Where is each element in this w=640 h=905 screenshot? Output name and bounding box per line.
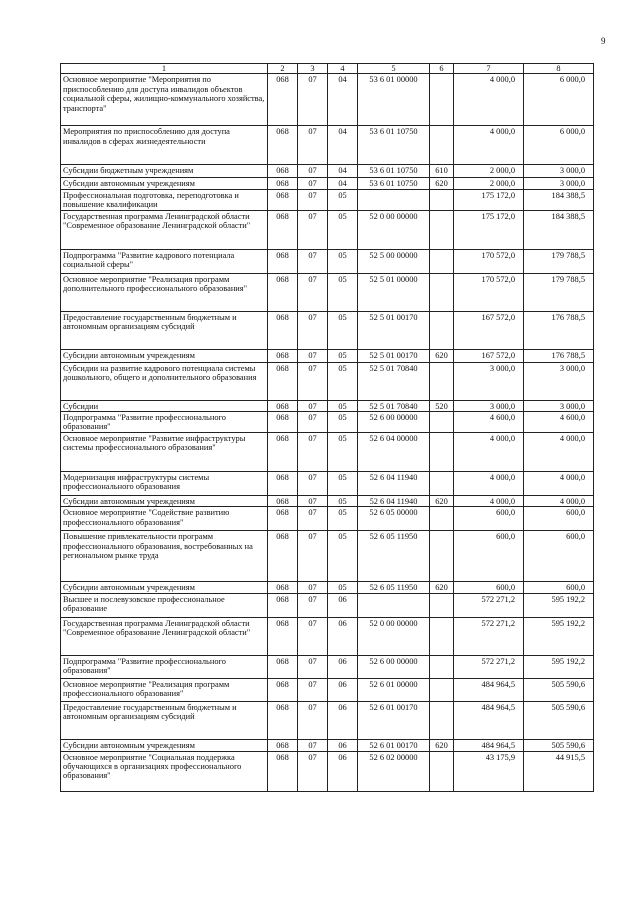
row-cell-c6 <box>430 507 454 531</box>
row-cell-c5: 52 6 05 00000 <box>358 507 430 531</box>
row-name-cell: Предоставление государственным бюджетным и автономным организациям субсидий <box>61 311 268 349</box>
row-cell-c8: 595 192,2 <box>524 617 594 655</box>
page-number: 9 <box>601 36 606 46</box>
row-cell-c4: 04 <box>328 126 358 165</box>
row-cell-c6: 620 <box>430 349 454 362</box>
row-cell-c2: 068 <box>268 655 298 678</box>
row-cell-c7: 4 000,0 <box>454 74 524 126</box>
budget-table <box>60 63 594 792</box>
row-cell-c5: 52 6 00 00000 <box>358 655 430 678</box>
row-cell-c5: 52 6 00 00000 <box>358 412 430 433</box>
column-header: 7 <box>454 64 524 74</box>
row-cell-c4: 05 <box>328 273 358 311</box>
row-cell-c7: 4 000,0 <box>454 126 524 165</box>
row-cell-c8: 176 788,5 <box>524 349 594 362</box>
row-cell-c7: 43 175,9 <box>454 751 524 791</box>
row-cell-c4: 04 <box>328 165 358 178</box>
table-row <box>61 617 594 655</box>
row-cell-c5: 52 6 02 00000 <box>358 751 430 791</box>
row-cell-c6 <box>430 273 454 311</box>
row-cell-c8: 3 000,0 <box>524 400 594 411</box>
table-row <box>61 582 594 593</box>
row-cell-c4: 06 <box>328 701 358 739</box>
row-cell-c6: 620 <box>430 582 454 593</box>
row-cell-c8: 179 788,5 <box>524 273 594 311</box>
row-name-cell: Высшее и послевузовское профессиональное образование <box>61 593 268 617</box>
table-row <box>61 739 594 751</box>
row-cell-c2: 068 <box>268 74 298 126</box>
row-cell-c8: 4 000,0 <box>524 432 594 471</box>
row-cell-c4: 05 <box>328 471 358 495</box>
row-name-cell: Предоставление государственным бюджетным и автономным организациям субсидий <box>61 701 268 739</box>
row-cell-c2: 068 <box>268 362 298 400</box>
row-cell-c2: 068 <box>268 349 298 362</box>
row-cell-c8: 3 000,0 <box>524 362 594 400</box>
row-cell-c8: 505 590,6 <box>524 701 594 739</box>
row-cell-c4: 04 <box>328 178 358 189</box>
row-cell-c6 <box>430 189 454 210</box>
row-cell-c2: 068 <box>268 249 298 273</box>
row-cell-c3: 07 <box>298 349 328 362</box>
row-name-cell: Мероприятия по приспособлению для доступа инвалидов в сферах жизнедеятельности <box>61 126 268 165</box>
row-name-cell: Субсидии автономным учреждениям <box>61 349 268 362</box>
row-name-cell: Государственная программа Ленинградской области "Современное образование Ленинградской области" <box>61 210 268 249</box>
column-header: 5 <box>358 64 430 74</box>
row-name-cell: Основное мероприятие "Развитие инфраструктуры системы профессионального образования" <box>61 432 268 471</box>
table-row <box>61 507 594 531</box>
table-row <box>61 178 594 189</box>
row-cell-c7: 175 172,0 <box>454 210 524 249</box>
row-cell-c8: 3 000,0 <box>524 165 594 178</box>
row-cell-c3: 07 <box>298 273 328 311</box>
row-cell-c7: 4 000,0 <box>454 471 524 495</box>
row-cell-c6: 520 <box>430 400 454 411</box>
row-cell-c5: 52 5 01 70840 <box>358 362 430 400</box>
row-cell-c3: 07 <box>298 739 328 751</box>
row-cell-c4: 05 <box>328 495 358 506</box>
row-name-cell: Субсидии автономным учреждениям <box>61 495 268 506</box>
column-header: 2 <box>268 64 298 74</box>
table-row <box>61 701 594 739</box>
row-cell-c5: 52 6 01 00170 <box>358 739 430 751</box>
row-cell-c4: 04 <box>328 74 358 126</box>
row-cell-c7: 572 271,2 <box>454 593 524 617</box>
row-cell-c7: 572 271,2 <box>454 655 524 678</box>
row-cell-c8: 4 000,0 <box>524 495 594 506</box>
row-cell-c5: 52 5 01 00000 <box>358 273 430 311</box>
row-cell-c4: 05 <box>328 531 358 582</box>
row-cell-c5: 52 6 05 11950 <box>358 582 430 593</box>
row-cell-c8: 505 590,6 <box>524 739 594 751</box>
row-cell-c8: 179 788,5 <box>524 249 594 273</box>
row-cell-c4: 05 <box>328 189 358 210</box>
row-cell-c5: 52 6 01 00170 <box>358 701 430 739</box>
row-cell-c3: 07 <box>298 751 328 791</box>
row-cell-c5: 53 6 01 10750 <box>358 178 430 189</box>
row-cell-c3: 07 <box>298 210 328 249</box>
row-cell-c6 <box>430 126 454 165</box>
row-cell-c3: 07 <box>298 249 328 273</box>
row-cell-c5: 52 6 04 00000 <box>358 432 430 471</box>
row-cell-c4: 05 <box>328 582 358 593</box>
row-cell-c4: 05 <box>328 432 358 471</box>
row-cell-c6 <box>430 655 454 678</box>
table-body <box>61 74 594 791</box>
row-cell-c3: 07 <box>298 471 328 495</box>
row-cell-c2: 068 <box>268 189 298 210</box>
row-cell-c7: 484 964,5 <box>454 678 524 701</box>
row-cell-c2: 068 <box>268 531 298 582</box>
row-cell-c4: 06 <box>328 655 358 678</box>
row-cell-c4: 05 <box>328 249 358 273</box>
row-cell-c7: 572 271,2 <box>454 617 524 655</box>
table-row <box>61 273 594 311</box>
row-cell-c5: 52 6 01 00000 <box>358 678 430 701</box>
column-header: 6 <box>430 64 454 74</box>
table-row <box>61 678 594 701</box>
column-header: 8 <box>524 64 594 74</box>
row-cell-c8: 176 788,5 <box>524 311 594 349</box>
row-cell-c6 <box>430 593 454 617</box>
row-cell-c2: 068 <box>268 739 298 751</box>
row-cell-c6 <box>430 249 454 273</box>
row-name-cell: Подпрограмма "Развитие профессионального образования" <box>61 655 268 678</box>
row-name-cell: Основное мероприятие "Содействие развитию профессионального образования" <box>61 507 268 531</box>
row-cell-c8: 600,0 <box>524 582 594 593</box>
row-cell-c3: 07 <box>298 507 328 531</box>
row-cell-c3: 07 <box>298 655 328 678</box>
row-cell-c7: 4 000,0 <box>454 495 524 506</box>
row-cell-c6 <box>430 751 454 791</box>
row-cell-c3: 07 <box>298 531 328 582</box>
row-cell-c2: 068 <box>268 178 298 189</box>
row-cell-c3: 07 <box>298 126 328 165</box>
row-cell-c6 <box>430 74 454 126</box>
row-cell-c3: 07 <box>298 412 328 433</box>
row-cell-c6: 610 <box>430 165 454 178</box>
table-row <box>61 495 594 506</box>
row-name-cell: Основное мероприятие "Реализация программ дополнительного профессионального образования" <box>61 273 268 311</box>
row-cell-c4: 05 <box>328 412 358 433</box>
row-cell-c5: 52 6 05 11950 <box>358 531 430 582</box>
row-cell-c3: 07 <box>298 178 328 189</box>
row-cell-c8: 595 192,2 <box>524 655 594 678</box>
row-cell-c3: 07 <box>298 582 328 593</box>
row-cell-c3: 07 <box>298 617 328 655</box>
row-cell-c8: 184 388,5 <box>524 210 594 249</box>
row-cell-c5: 52 5 01 00170 <box>358 311 430 349</box>
row-cell-c4: 06 <box>328 739 358 751</box>
table-row <box>61 751 594 791</box>
row-cell-c7: 2 000,0 <box>454 165 524 178</box>
row-name-cell: Профессиональная подготовка, переподготовка и повышение квалификации <box>61 189 268 210</box>
row-cell-c3: 07 <box>298 362 328 400</box>
row-cell-c5: 52 0 00 00000 <box>358 210 430 249</box>
table-row <box>61 210 594 249</box>
row-cell-c6 <box>430 362 454 400</box>
row-cell-c5 <box>358 189 430 210</box>
row-cell-c2: 068 <box>268 273 298 311</box>
row-cell-c5: 52 5 00 00000 <box>358 249 430 273</box>
table-row <box>61 362 594 400</box>
row-name-cell: Модернизация инфраструктуры системы профессионального образования <box>61 471 268 495</box>
row-cell-c5: 52 5 01 00170 <box>358 349 430 362</box>
column-header: 1 <box>61 64 268 74</box>
row-name-cell: Субсидии бюджетным учреждениям <box>61 165 268 178</box>
row-cell-c7: 3 000,0 <box>454 362 524 400</box>
row-cell-c3: 07 <box>298 495 328 506</box>
row-cell-c3: 07 <box>298 189 328 210</box>
row-cell-c7: 175 172,0 <box>454 189 524 210</box>
table-header-row <box>61 64 594 74</box>
table-row <box>61 311 594 349</box>
row-cell-c8: 4 000,0 <box>524 471 594 495</box>
table-row <box>61 471 594 495</box>
row-cell-c2: 068 <box>268 701 298 739</box>
row-cell-c7: 3 000,0 <box>454 400 524 411</box>
row-cell-c3: 07 <box>298 432 328 471</box>
row-cell-c2: 068 <box>268 678 298 701</box>
row-cell-c7: 4 000,0 <box>454 432 524 471</box>
row-cell-c8: 3 000,0 <box>524 178 594 189</box>
row-cell-c3: 07 <box>298 400 328 411</box>
row-cell-c4: 05 <box>328 210 358 249</box>
row-cell-c3: 07 <box>298 165 328 178</box>
row-cell-c5: 52 0 00 00000 <box>358 617 430 655</box>
row-cell-c4: 06 <box>328 593 358 617</box>
row-cell-c7: 167 572,0 <box>454 311 524 349</box>
table-row <box>61 432 594 471</box>
row-name-cell: Субсидии автономным учреждениям <box>61 582 268 593</box>
table-row <box>61 400 594 411</box>
table-row <box>61 165 594 178</box>
row-name-cell: Субсидии автономным учреждениям <box>61 739 268 751</box>
row-cell-c8: 6 000,0 <box>524 126 594 165</box>
row-cell-c4: 05 <box>328 311 358 349</box>
table-row <box>61 189 594 210</box>
row-cell-c8: 505 590,6 <box>524 678 594 701</box>
row-name-cell: Субсидии <box>61 400 268 411</box>
table-row <box>61 126 594 165</box>
row-cell-c6 <box>430 471 454 495</box>
row-cell-c6 <box>430 678 454 701</box>
row-name-cell: Подпрограмма "Развитие профессионального образования" <box>61 412 268 433</box>
table-row <box>61 655 594 678</box>
row-cell-c4: 05 <box>328 349 358 362</box>
row-cell-c8: 184 388,5 <box>524 189 594 210</box>
row-cell-c2: 068 <box>268 593 298 617</box>
row-cell-c6: 620 <box>430 178 454 189</box>
row-cell-c2: 068 <box>268 582 298 593</box>
row-cell-c2: 068 <box>268 495 298 506</box>
row-cell-c5: 52 6 04 11940 <box>358 495 430 506</box>
row-cell-c8: 4 600,0 <box>524 412 594 433</box>
row-cell-c7: 167 572,0 <box>454 349 524 362</box>
table-row <box>61 74 594 126</box>
row-cell-c5: 53 6 01 10750 <box>358 126 430 165</box>
row-cell-c4: 06 <box>328 751 358 791</box>
row-cell-c3: 07 <box>298 74 328 126</box>
row-cell-c4: 06 <box>328 678 358 701</box>
row-cell-c2: 068 <box>268 210 298 249</box>
row-cell-c3: 07 <box>298 311 328 349</box>
row-cell-c6 <box>430 412 454 433</box>
row-cell-c2: 068 <box>268 751 298 791</box>
table-row <box>61 249 594 273</box>
row-cell-c3: 07 <box>298 701 328 739</box>
row-cell-c6 <box>430 311 454 349</box>
row-cell-c2: 068 <box>268 165 298 178</box>
row-cell-c6 <box>430 617 454 655</box>
row-cell-c2: 068 <box>268 126 298 165</box>
row-cell-c7: 2 000,0 <box>454 178 524 189</box>
row-name-cell: Субсидии автономным учреждениям <box>61 178 268 189</box>
row-cell-c8: 6 000,0 <box>524 74 594 126</box>
row-cell-c2: 068 <box>268 617 298 655</box>
row-cell-c2: 068 <box>268 432 298 471</box>
row-cell-c7: 484 964,5 <box>454 739 524 751</box>
row-cell-c4: 05 <box>328 400 358 411</box>
table-row <box>61 349 594 362</box>
row-cell-c6 <box>430 432 454 471</box>
row-cell-c8: 595 192,2 <box>524 593 594 617</box>
table-row <box>61 593 594 617</box>
row-cell-c3: 07 <box>298 593 328 617</box>
row-cell-c5: 52 5 01 70840 <box>358 400 430 411</box>
row-cell-c6 <box>430 531 454 582</box>
row-cell-c4: 05 <box>328 507 358 531</box>
row-cell-c8: 600,0 <box>524 507 594 531</box>
row-cell-c5: 53 6 01 10750 <box>358 165 430 178</box>
row-cell-c2: 068 <box>268 412 298 433</box>
row-cell-c7: 170 572,0 <box>454 273 524 311</box>
row-cell-c2: 068 <box>268 400 298 411</box>
row-cell-c4: 06 <box>328 617 358 655</box>
row-cell-c2: 068 <box>268 471 298 495</box>
row-cell-c6: 620 <box>430 495 454 506</box>
row-name-cell: Субсидии на развитие кадрового потенциала системы дошкольного, общего и дополнительного образования <box>61 362 268 400</box>
column-header: 4 <box>328 64 358 74</box>
row-cell-c2: 068 <box>268 507 298 531</box>
row-cell-c2: 068 <box>268 311 298 349</box>
table-row <box>61 412 594 433</box>
row-cell-c7: 484 964,5 <box>454 701 524 739</box>
row-cell-c6: 620 <box>430 739 454 751</box>
row-cell-c7: 600,0 <box>454 507 524 531</box>
row-cell-c5 <box>358 593 430 617</box>
row-cell-c6 <box>430 210 454 249</box>
table-row <box>61 531 594 582</box>
row-cell-c5: 52 6 04 11940 <box>358 471 430 495</box>
row-cell-c4: 05 <box>328 362 358 400</box>
row-cell-c7: 4 600,0 <box>454 412 524 433</box>
column-header: 3 <box>298 64 328 74</box>
row-name-cell: Повышение привлекательности программ профессионального образования, востребованных на региональном рынке труда <box>61 531 268 582</box>
row-name-cell: Подпрограмма "Развитие кадрового потенциала социальной сферы" <box>61 249 268 273</box>
row-cell-c3: 07 <box>298 678 328 701</box>
row-name-cell: Основное мероприятие "Реализация программ профессионального образования" <box>61 678 268 701</box>
row-cell-c7: 600,0 <box>454 531 524 582</box>
row-cell-c6 <box>430 701 454 739</box>
row-cell-c7: 600,0 <box>454 582 524 593</box>
row-name-cell: Основное мероприятие "Социальная поддержка обучающихся в организациях профессионального образования" <box>61 751 268 791</box>
row-cell-c8: 600,0 <box>524 531 594 582</box>
row-cell-c7: 170 572,0 <box>454 249 524 273</box>
row-name-cell: Государственная программа Ленинградской области "Современное образование Ленинградской области" <box>61 617 268 655</box>
row-cell-c5: 53 6 01 00000 <box>358 74 430 126</box>
row-cell-c8: 44 915,5 <box>524 751 594 791</box>
row-name-cell: Основное мероприятие "Мероприятия по приспособлению для доступа инвалидов объектов социальной сферы, жилищно-коммунального хозяйства, транспорта" <box>61 74 268 126</box>
